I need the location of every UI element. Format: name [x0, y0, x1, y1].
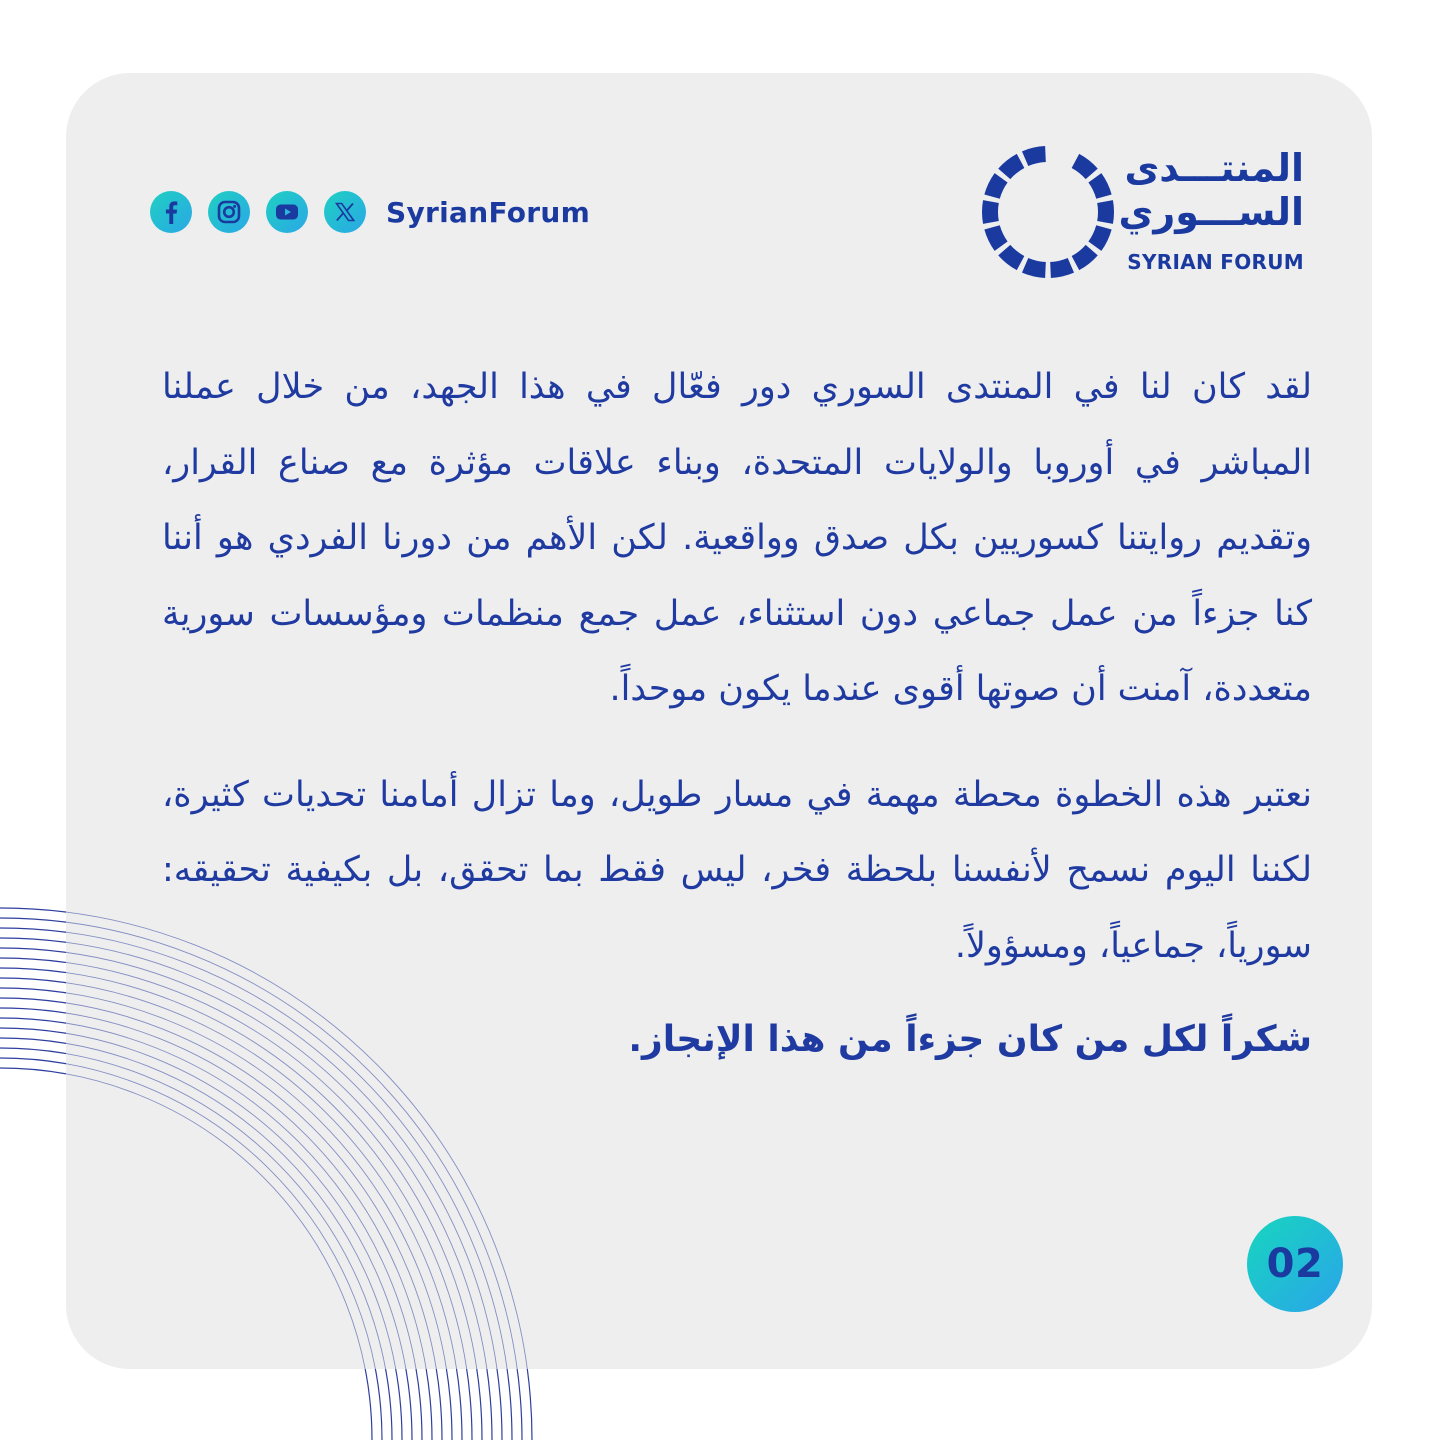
logo-arabic-name — [1119, 146, 1304, 234]
page-number-badge — [1247, 1216, 1343, 1312]
logo-ring-segment — [1022, 146, 1046, 166]
syrian-forum-logo — [978, 142, 1318, 282]
x-icon[interactable] — [324, 191, 366, 233]
paragraph-2: نعتبر هذه الخطوة محطة مهمة في مسار طويل، وما تزال أمامنا تحديات كثيرة، لكننا اليوم نسمح لأنفسنا بلحظة فخر، ليس فقط بما تحقق، بل بكيفية تحقيقه: سورياً، جماعياً، ومسؤولاً. — [162, 774, 1312, 966]
logo-ring-icon — [978, 142, 1118, 282]
logo-arabic-line-1: المنتـــدى — [1124, 146, 1304, 190]
youtube-icon[interactable] — [266, 191, 308, 233]
logo-ring-segment — [1088, 225, 1111, 251]
logo-ring-segment — [984, 173, 1007, 199]
facebook-icon[interactable] — [150, 191, 192, 233]
logo-ring-segment — [1022, 258, 1046, 278]
logo-ring-segment — [984, 225, 1007, 251]
logo-ring-segment — [998, 245, 1024, 270]
main-text — [162, 350, 1312, 1070]
logo-ring-segment — [1072, 154, 1098, 179]
page-number: 02 — [1266, 1241, 1324, 1287]
thanks-line: شكراً لكل من كان جزءاً من هذا الإنجاز. — [628, 1019, 1312, 1060]
logo-ring-segment — [982, 200, 999, 224]
paragraph-1: لقد كان لنا في المنتدى السوري دور فعّال في هذا الجهد، من خلال عملنا المباشر في أوروبا والولايات المتحدة، وبناء علاقات مؤثرة مع صناع القرار، وتقديم روايتنا كسوريين بكل صدق وواقعية. لكن الأهم من دورنا الفردي هو أننا كنا جزءاً من عمل جماعي دون استثناء، عمل جمع منظمات ومؤسسات سورية متعددة، آمنت أن صوتها أقوى عندما يكون موحداً. — [162, 367, 1312, 709]
instagram-icon[interactable] — [208, 191, 250, 233]
social-bar — [150, 190, 590, 234]
logo-ring-segment — [1088, 173, 1111, 199]
logo-ring-segment — [1072, 245, 1098, 270]
logo-arabic-line-2: الســـوري — [1118, 190, 1304, 234]
logo-ring-segment — [1050, 258, 1074, 278]
logo-ring-segment — [1097, 200, 1114, 224]
logo-english-name: SYRIAN FORUM — [1127, 250, 1304, 274]
logo-ring-segment — [998, 154, 1024, 179]
social-handle[interactable]: SyrianForum — [386, 195, 591, 229]
